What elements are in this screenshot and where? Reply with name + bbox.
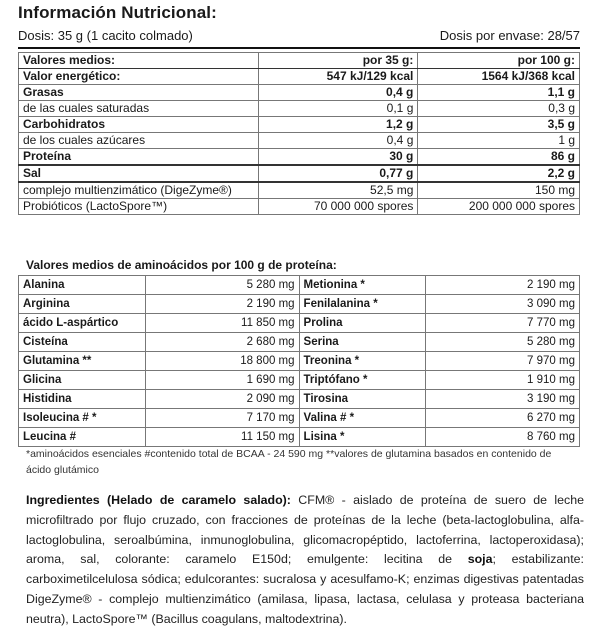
amino-row — [19, 409, 580, 428]
amino-name: Triptófano * — [299, 371, 426, 390]
header-per-serving: por 35 g: — [258, 53, 418, 69]
value-per-100g: 1564 kJ/368 kcal — [418, 69, 580, 85]
ingredients — [26, 491, 584, 630]
amino-value: 8 760 mg — [426, 428, 580, 447]
nutrient-name: Sal — [19, 165, 259, 182]
ingredients-text-a: CFM® - aislado de proteína de suero de leche microfiltrado por flujo cruzado, con fracciones de proteínas de la leche (beta-lactoglobulina, alfa-lactoglobulina, seroalbúmina, inmunoglobulina, glicomacropéptido, lactoferrina, lactoperoxidasa); aroma, sal, colorante: caramelo E150d; emulgente: lecitina de — [26, 493, 584, 567]
amino-name: ácido L-aspártico — [19, 314, 146, 333]
amino-value: 5 280 mg — [426, 333, 580, 352]
amino-value: 18 800 mg — [145, 352, 299, 371]
nutrition-row — [19, 133, 580, 149]
nutrient-name: Valor energético: — [19, 69, 259, 85]
footnote: *aminoácidos esenciales #contenido total de BCAA - 24 590 mg **valores de glutamina basados en contenido de ácido glutámico — [26, 448, 552, 476]
amino-name: Isoleucina # * — [19, 409, 146, 428]
amino-row — [19, 371, 580, 390]
amino-name: Lisina * — [299, 428, 426, 447]
amino-name: Leucina # — [19, 428, 146, 447]
nutrition-row — [19, 165, 580, 182]
amino-name: Tirosina — [299, 390, 426, 409]
amino-value: 2 090 mg — [145, 390, 299, 409]
amino-name: Cisteína — [19, 333, 146, 352]
nutrition-row — [19, 199, 580, 215]
ingredients-text-b: ; estabilizante: carboximetilcelulosa sódica; edulcorantes: sucralosa y acesulfamo-K; enzimas digestivas patentadas DigeZyme® - complejo multienzimático (amilasa, lipasa, lactasa, celulasa y proteasa bacteriana neutra), LactoSpore™ (Bacillus coagulans, maltodextrina). — [26, 552, 584, 626]
amino-name: Valina # * — [299, 409, 426, 428]
amino-row — [19, 352, 580, 371]
amino-name: Metionina * — [299, 276, 426, 295]
amino-value: 7 170 mg — [145, 409, 299, 428]
servings-per-container: Dosis por envase: 28/57 — [439, 28, 580, 43]
value-per-serving: 0,77 g — [258, 165, 418, 182]
amino-name: Histidina — [19, 390, 146, 409]
nutrition-row — [19, 117, 580, 133]
amino-value: 1 910 mg — [426, 371, 580, 390]
page-title: Información Nutricional: — [18, 3, 217, 22]
nutrient-name: Grasas — [19, 85, 259, 101]
value-per-100g: 3,5 g — [418, 117, 580, 133]
value-per-serving: 547 kJ/129 kcal — [258, 69, 418, 85]
amino-value: 11 150 mg — [145, 428, 299, 447]
amino-name: Fenilalanina * — [299, 295, 426, 314]
nutrient-name: Carbohidratos — [19, 117, 259, 133]
nutrient-name: de los cuales azúcares — [19, 133, 259, 149]
value-per-100g: 1,1 g — [418, 85, 580, 101]
amino-table — [18, 275, 580, 447]
amino-value: 2 190 mg — [426, 276, 580, 295]
nutrient-name: Proteína — [19, 149, 259, 166]
amino-value: 7 770 mg — [426, 314, 580, 333]
amino-name: Alanina — [19, 276, 146, 295]
amino-row — [19, 314, 580, 333]
ingredients-heading: Ingredientes (Helado de caramelo salado): — [26, 493, 291, 507]
amino-name: Prolina — [299, 314, 426, 333]
amino-name: Glutamina ** — [19, 352, 146, 371]
amino-value: 1 690 mg — [145, 371, 299, 390]
nutrition-row — [19, 69, 580, 85]
amino-name: Glicina — [19, 371, 146, 390]
value-per-serving: 0,4 g — [258, 85, 418, 101]
header-label: Valores medios: — [19, 53, 259, 69]
value-per-100g: 0,3 g — [418, 101, 580, 117]
amino-row — [19, 390, 580, 409]
value-per-serving: 0,1 g — [258, 101, 418, 117]
nutrition-row — [19, 101, 580, 117]
serving-size: Dosis: 35 g (1 cacito colmado) — [18, 28, 193, 43]
amino-title: Valores medios de aminoácidos por 100 g de proteína: — [26, 258, 337, 272]
value-per-100g: 2,2 g — [418, 165, 580, 182]
amino-value: 2 190 mg — [145, 295, 299, 314]
amino-row — [19, 428, 580, 447]
amino-value: 5 280 mg — [145, 276, 299, 295]
nutrient-name: Probióticos (LactoSpore™) — [19, 199, 259, 215]
nutrition-row — [19, 85, 580, 101]
value-per-100g: 1 g — [418, 133, 580, 149]
nutrient-name: de las cuales saturadas — [19, 101, 259, 117]
amino-name: Treonina * — [299, 352, 426, 371]
nutrition-row — [19, 182, 580, 199]
divider — [18, 47, 580, 49]
amino-value: 3 090 mg — [426, 295, 580, 314]
value-per-serving: 0,4 g — [258, 133, 418, 149]
value-per-100g: 200 000 000 spores — [418, 199, 580, 215]
amino-name: Arginina — [19, 295, 146, 314]
amino-value: 3 190 mg — [426, 390, 580, 409]
amino-name: Serina — [299, 333, 426, 352]
allergen-soja: soja — [467, 552, 493, 567]
value-per-serving: 70 000 000 spores — [258, 199, 418, 215]
amino-value: 7 970 mg — [426, 352, 580, 371]
nutrient-name: complejo multienzimático (DigeZyme®) — [19, 182, 259, 199]
amino-row — [19, 333, 580, 352]
nutrition-row — [19, 149, 580, 166]
dose-line — [18, 28, 580, 43]
header-per-100g: por 100 g: — [418, 53, 580, 69]
nutrition-header-row — [19, 53, 580, 69]
value-per-100g: 150 mg — [418, 182, 580, 199]
value-per-serving: 30 g — [258, 149, 418, 166]
nutrition-table — [18, 52, 580, 215]
value-per-serving: 1,2 g — [258, 117, 418, 133]
amino-row — [19, 276, 580, 295]
amino-row — [19, 295, 580, 314]
value-per-serving: 52,5 mg — [258, 182, 418, 199]
amino-value: 11 850 mg — [145, 314, 299, 333]
amino-value: 6 270 mg — [426, 409, 580, 428]
amino-value: 2 680 mg — [145, 333, 299, 352]
value-per-100g: 86 g — [418, 149, 580, 166]
